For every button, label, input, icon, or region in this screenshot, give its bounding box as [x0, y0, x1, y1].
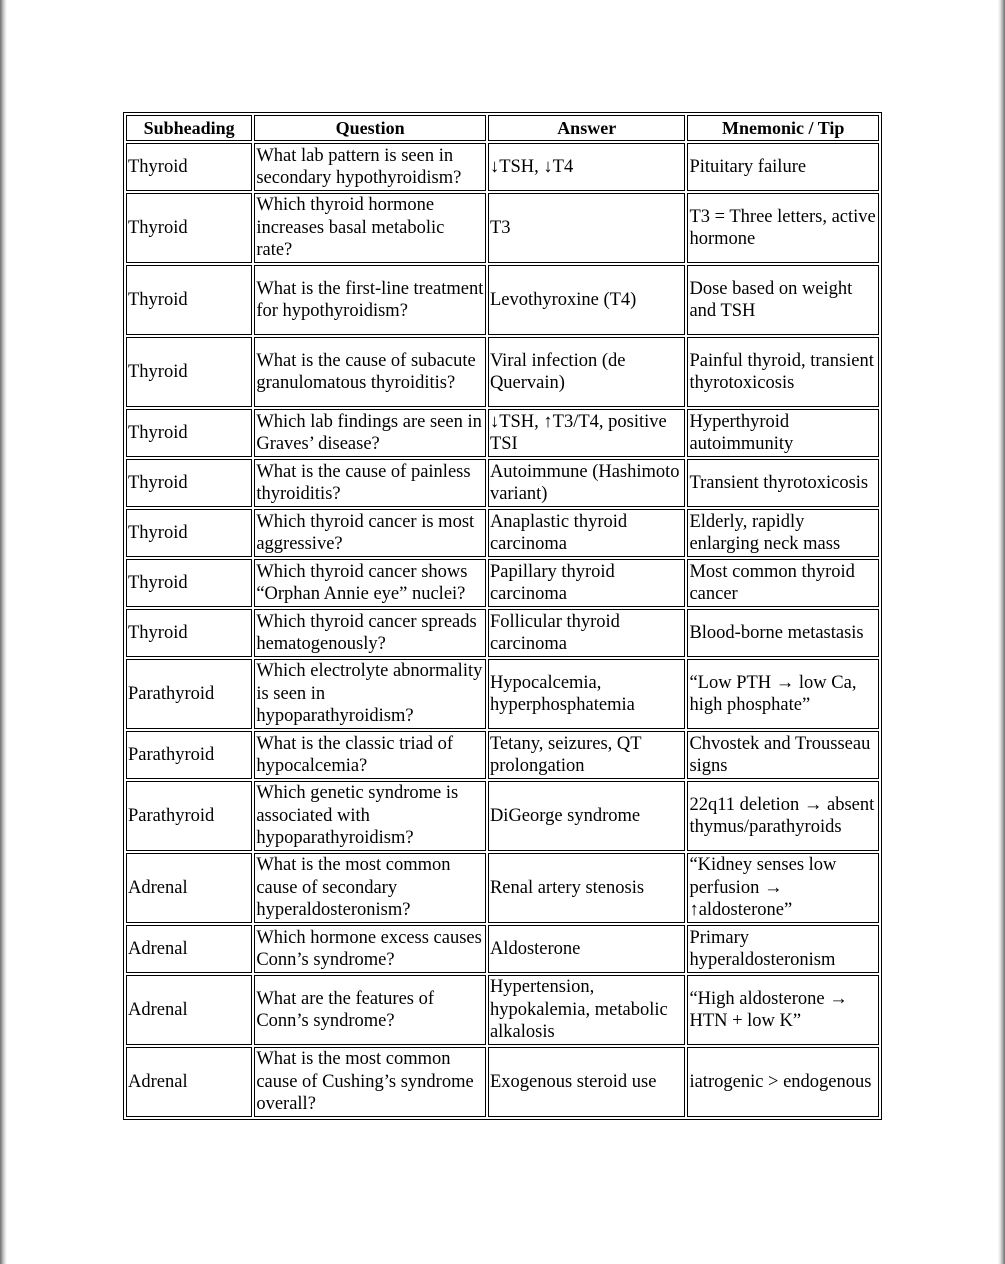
cell-answer: DiGeorge syndrome	[488, 781, 686, 851]
header-tip: Mnemonic / Tip	[687, 115, 879, 141]
cell-question: Which thyroid cancer spreads hematogenously?	[254, 609, 486, 657]
table-row	[126, 975, 879, 1045]
cell-answer: Renal artery stenosis	[488, 853, 686, 923]
table-row	[126, 337, 879, 407]
header-row	[126, 115, 879, 141]
cell-answer: Exogenous steroid use	[488, 1047, 686, 1117]
cell-question: Which electrolyte abnormality is seen in hypoparathyroidism?	[254, 659, 486, 729]
cell-tip: Chvostek and Trousseau signs	[687, 731, 879, 779]
cell-answer: T3	[488, 193, 686, 263]
cell-tip: Elderly, rapidly enlarging neck mass	[687, 509, 879, 557]
cell-tip: “Low PTH → low Ca, high phosphate”	[687, 659, 879, 729]
cell-answer: Follicular thyroid carcinoma	[488, 609, 686, 657]
header-answer: Answer	[488, 115, 686, 141]
cell-tip: T3 = Three letters, active hormone	[687, 193, 879, 263]
cell-answer: ↓TSH, ↓T4	[488, 143, 686, 191]
cell-subheading: Thyroid	[126, 459, 252, 507]
cell-answer: Papillary thyroid carcinoma	[488, 559, 686, 607]
cell-subheading: Thyroid	[126, 409, 252, 457]
cell-subheading: Thyroid	[126, 265, 252, 335]
cell-subheading: Thyroid	[126, 143, 252, 191]
cell-answer: Hypocalcemia, hyperphosphatemia	[488, 659, 686, 729]
cell-question: What lab pattern is seen in secondary hypothyroidism?	[254, 143, 486, 191]
cell-subheading: Thyroid	[126, 609, 252, 657]
table-row	[126, 143, 879, 191]
cell-subheading: Adrenal	[126, 925, 252, 973]
cell-answer: Aldosterone	[488, 925, 686, 973]
cell-subheading: Parathyroid	[126, 731, 252, 779]
cell-question: Which lab findings are seen in Graves’ disease?	[254, 409, 486, 457]
cell-subheading: Thyroid	[126, 337, 252, 407]
cell-subheading: Adrenal	[126, 853, 252, 923]
header-subheading: Subheading	[126, 115, 252, 141]
cell-question: Which hormone excess causes Conn’s syndrome?	[254, 925, 486, 973]
cell-answer: Hypertension, hypokalemia, metabolic alkalosis	[488, 975, 686, 1045]
table-row	[126, 781, 879, 851]
cell-tip: “Kidney senses low perfusion → ↑aldosterone”	[687, 853, 879, 923]
cell-answer: Anaplastic thyroid carcinoma	[488, 509, 686, 557]
page-edge-left	[0, 0, 7, 1264]
cell-question: What is the first-line treatment for hypothyroidism?	[254, 265, 486, 335]
cell-question: Which thyroid cancer shows “Orphan Annie eye” nuclei?	[254, 559, 486, 607]
cell-subheading: Parathyroid	[126, 659, 252, 729]
cell-subheading: Thyroid	[126, 193, 252, 263]
cell-tip: “High aldosterone → HTN + low K”	[687, 975, 879, 1045]
cell-question: Which thyroid cancer is most aggressive?	[254, 509, 486, 557]
table-row	[126, 853, 879, 923]
cell-question: What is the cause of painless thyroiditis?	[254, 459, 486, 507]
cell-tip: Most common thyroid cancer	[687, 559, 879, 607]
cell-question: What is the most common cause of secondary hyperaldosteronism?	[254, 853, 486, 923]
table-row	[126, 659, 879, 729]
cell-tip: Painful thyroid, transient thyrotoxicosis	[687, 337, 879, 407]
cell-subheading: Adrenal	[126, 975, 252, 1045]
cell-question: Which genetic syndrome is associated with hypoparathyroidism?	[254, 781, 486, 851]
cell-question: What is the classic triad of hypocalcemia?	[254, 731, 486, 779]
table-row	[126, 609, 879, 657]
table-row	[126, 193, 879, 263]
cell-answer: Levothyroxine (T4)	[488, 265, 686, 335]
cell-tip: Pituitary failure	[687, 143, 879, 191]
cell-answer: ↓TSH, ↑T3/T4, positive TSI	[488, 409, 686, 457]
table-row	[126, 459, 879, 507]
cell-question: What is the most common cause of Cushing’s syndrome overall?	[254, 1047, 486, 1117]
cell-subheading: Thyroid	[126, 559, 252, 607]
cell-tip: 22q11 deletion → absent thymus/parathyroids	[687, 781, 879, 851]
cell-question: Which thyroid hormone increases basal metabolic rate?	[254, 193, 486, 263]
cell-subheading: Adrenal	[126, 1047, 252, 1117]
cell-tip: iatrogenic > endogenous	[687, 1047, 879, 1117]
header-question: Question	[254, 115, 486, 141]
table-row	[126, 265, 879, 335]
page-edge-right	[998, 0, 1005, 1264]
table-row	[126, 1047, 879, 1117]
table-row	[126, 409, 879, 457]
cell-tip: Hyperthyroid autoimmunity	[687, 409, 879, 457]
qa-table	[123, 112, 882, 1120]
table-row	[126, 731, 879, 779]
cell-answer: Autoimmune (Hashimoto variant)	[488, 459, 686, 507]
cell-tip: Blood-borne metastasis	[687, 609, 879, 657]
cell-tip: Primary hyperaldosteronism	[687, 925, 879, 973]
cell-tip: Dose based on weight and TSH	[687, 265, 879, 335]
cell-subheading: Parathyroid	[126, 781, 252, 851]
cell-answer: Viral infection (de Quervain)	[488, 337, 686, 407]
cell-question: What are the features of Conn’s syndrome?	[254, 975, 486, 1045]
table-row	[126, 509, 879, 557]
cell-tip: Transient thyrotoxicosis	[687, 459, 879, 507]
cell-subheading: Thyroid	[126, 509, 252, 557]
cell-question: What is the cause of subacute granulomatous thyroiditis?	[254, 337, 486, 407]
table-row	[126, 925, 879, 973]
cell-answer: Tetany, seizures, QT prolongation	[488, 731, 686, 779]
table-row	[126, 559, 879, 607]
